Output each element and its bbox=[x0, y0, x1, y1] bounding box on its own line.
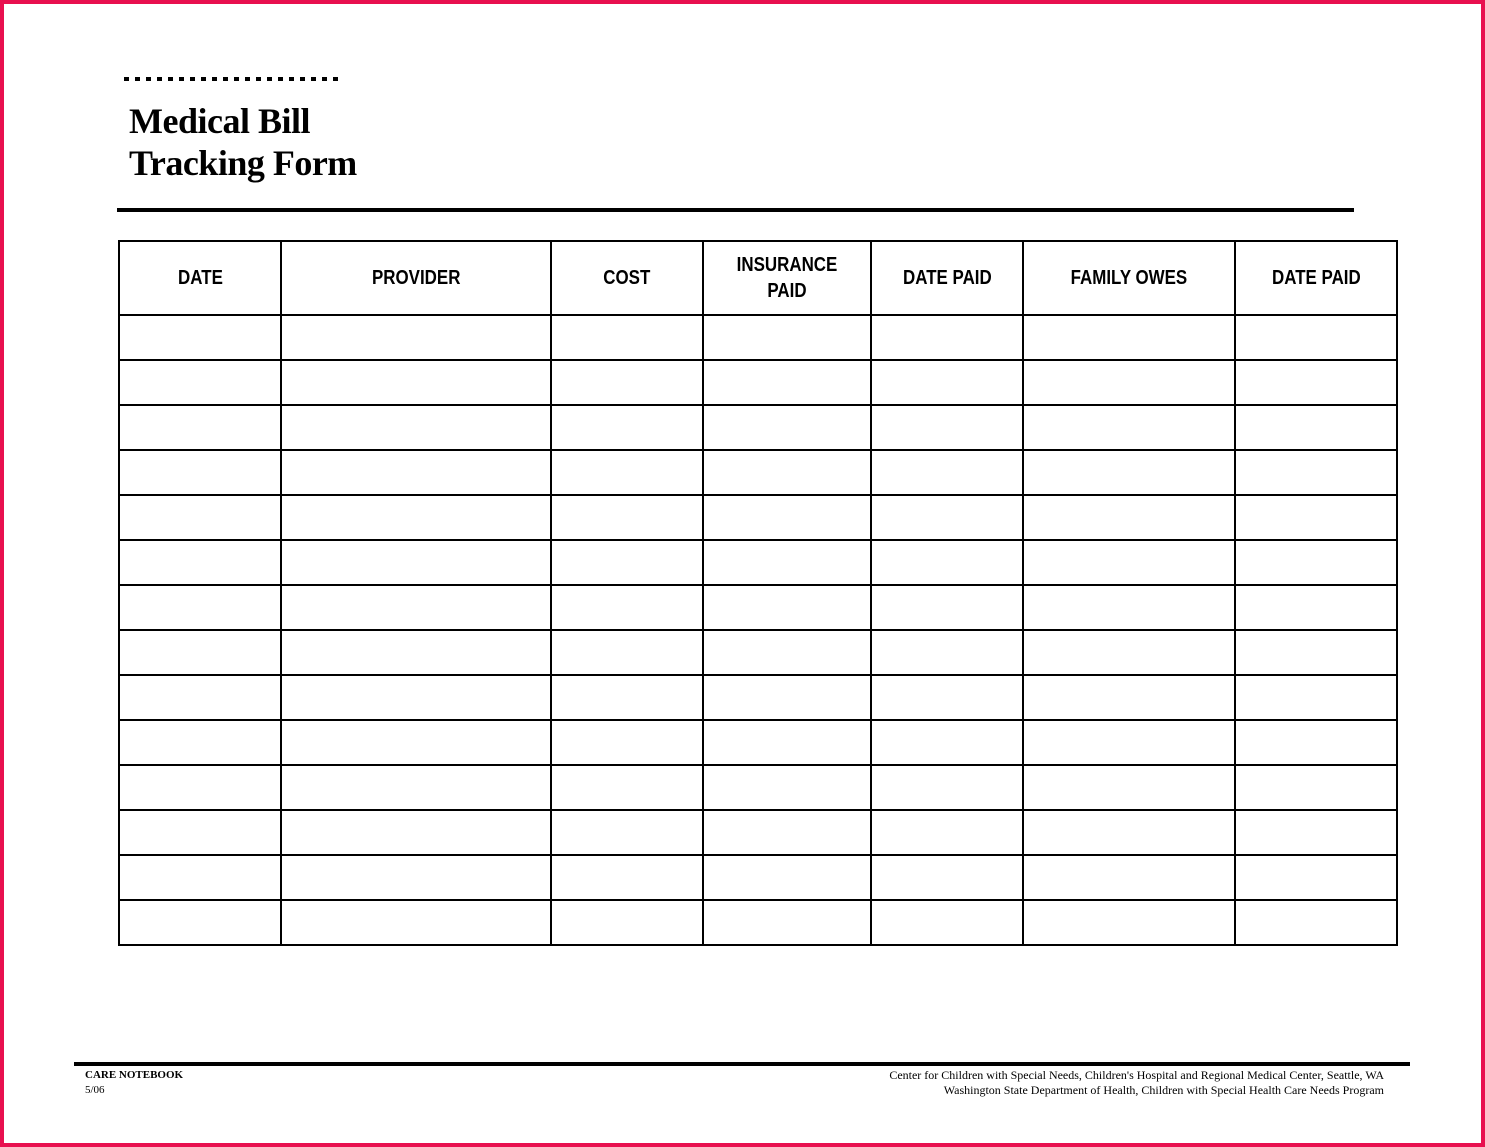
cell-date-paid-insurance[interactable] bbox=[871, 765, 1023, 810]
column-header-date-paid-insurance: DATE PAID bbox=[877, 241, 1017, 315]
cell-family-owes[interactable] bbox=[1023, 315, 1235, 360]
column-header-date: DATE bbox=[125, 241, 274, 315]
footer-credits bbox=[889, 1068, 1384, 1098]
cell-insurance-paid[interactable] bbox=[703, 540, 871, 585]
cell-cost[interactable] bbox=[551, 405, 703, 450]
cell-cost[interactable] bbox=[551, 450, 703, 495]
cell-family-owes[interactable] bbox=[1023, 855, 1235, 900]
cell-family-owes[interactable] bbox=[1023, 900, 1235, 945]
cell-date[interactable] bbox=[119, 495, 281, 540]
cell-cost[interactable] bbox=[551, 630, 703, 675]
cell-cost[interactable] bbox=[551, 540, 703, 585]
cell-family-owes[interactable] bbox=[1023, 675, 1235, 720]
cell-insurance-paid[interactable] bbox=[703, 900, 871, 945]
table-row bbox=[119, 675, 1397, 720]
cell-date-paid-insurance[interactable] bbox=[871, 585, 1023, 630]
column-header-cost: COST bbox=[557, 241, 697, 315]
cell-provider[interactable] bbox=[281, 630, 551, 675]
cell-date-paid-family[interactable] bbox=[1235, 585, 1397, 630]
cell-provider[interactable] bbox=[281, 405, 551, 450]
cell-insurance-paid[interactable] bbox=[703, 405, 871, 450]
footer-left bbox=[85, 1068, 183, 1098]
table-row bbox=[119, 540, 1397, 585]
cell-date[interactable] bbox=[119, 900, 281, 945]
cell-date-paid-insurance[interactable] bbox=[871, 405, 1023, 450]
table-row bbox=[119, 450, 1397, 495]
cell-family-owes[interactable] bbox=[1023, 495, 1235, 540]
cell-date-paid-family[interactable] bbox=[1235, 540, 1397, 585]
table-row bbox=[119, 900, 1397, 945]
cell-date[interactable] bbox=[119, 540, 281, 585]
cell-provider[interactable] bbox=[281, 585, 551, 630]
cell-date[interactable] bbox=[119, 855, 281, 900]
cell-family-owes[interactable] bbox=[1023, 405, 1235, 450]
table-row bbox=[119, 855, 1397, 900]
cell-date[interactable] bbox=[119, 405, 281, 450]
cell-provider[interactable] bbox=[281, 315, 551, 360]
cell-date[interactable] bbox=[119, 315, 281, 360]
column-header-insurance-paid: INSURANCE PAID bbox=[710, 241, 865, 315]
cell-provider[interactable] bbox=[281, 855, 551, 900]
cell-date-paid-insurance[interactable] bbox=[871, 675, 1023, 720]
footer-credit-line-1: Center for Children with Special Needs, Children's Hospital and Regional Medical Center, Seattle, WA bbox=[889, 1068, 1384, 1082]
footer-date: 5/06 bbox=[85, 1084, 105, 1096]
cell-insurance-paid[interactable] bbox=[703, 675, 871, 720]
column-header-family-owes: FAMILY OWES bbox=[1031, 241, 1226, 315]
title-line-2: Tracking Form bbox=[129, 143, 357, 183]
cell-cost[interactable] bbox=[551, 900, 703, 945]
cell-date-paid-insurance[interactable] bbox=[871, 720, 1023, 765]
cell-date-paid-family[interactable] bbox=[1235, 450, 1397, 495]
cell-cost[interactable] bbox=[551, 855, 703, 900]
cell-family-owes[interactable] bbox=[1023, 720, 1235, 765]
column-header-date-paid-family: DATE PAID bbox=[1241, 241, 1390, 315]
cell-date-paid-family[interactable] bbox=[1235, 495, 1397, 540]
footer-credit-line-2: Washington State Department of Health, Children with Special Health Care Needs Program bbox=[943, 1083, 1384, 1097]
cell-date-paid-family[interactable] bbox=[1235, 675, 1397, 720]
cell-date-paid-family[interactable] bbox=[1235, 810, 1397, 855]
cell-date-paid-family[interactable] bbox=[1235, 765, 1397, 810]
cell-family-owes[interactable] bbox=[1023, 450, 1235, 495]
cell-insurance-paid[interactable] bbox=[703, 450, 871, 495]
cell-provider[interactable] bbox=[281, 495, 551, 540]
cell-insurance-paid[interactable] bbox=[703, 315, 871, 360]
cell-insurance-paid[interactable] bbox=[703, 855, 871, 900]
cell-date[interactable] bbox=[119, 630, 281, 675]
cell-insurance-paid[interactable] bbox=[703, 720, 871, 765]
cell-provider[interactable] bbox=[281, 900, 551, 945]
title-divider bbox=[117, 208, 1354, 212]
cell-date[interactable] bbox=[119, 360, 281, 405]
cell-family-owes[interactable] bbox=[1023, 540, 1235, 585]
cell-date-paid-insurance[interactable] bbox=[871, 450, 1023, 495]
bill-tracking-table bbox=[118, 240, 1398, 946]
cell-insurance-paid[interactable] bbox=[703, 495, 871, 540]
cell-provider[interactable] bbox=[281, 450, 551, 495]
table-row bbox=[119, 810, 1397, 855]
cell-date-paid-insurance[interactable] bbox=[871, 360, 1023, 405]
cell-family-owes[interactable] bbox=[1023, 765, 1235, 810]
table-row bbox=[119, 315, 1397, 360]
cell-date-paid-family[interactable] bbox=[1235, 630, 1397, 675]
cell-insurance-paid[interactable] bbox=[703, 765, 871, 810]
cell-date-paid-family[interactable] bbox=[1235, 315, 1397, 360]
cell-provider[interactable] bbox=[281, 810, 551, 855]
table-body bbox=[119, 315, 1397, 945]
cell-cost[interactable] bbox=[551, 675, 703, 720]
cell-date-paid-family[interactable] bbox=[1235, 720, 1397, 765]
decorative-dotted-rule bbox=[124, 77, 340, 81]
cell-date-paid-insurance[interactable] bbox=[871, 315, 1023, 360]
table-row bbox=[119, 360, 1397, 405]
title-line-1: Medical Bill bbox=[129, 101, 310, 141]
cell-cost[interactable] bbox=[551, 315, 703, 360]
cell-date-paid-insurance[interactable] bbox=[871, 630, 1023, 675]
cell-date-paid-family[interactable] bbox=[1235, 855, 1397, 900]
cell-date[interactable] bbox=[119, 675, 281, 720]
table-row bbox=[119, 585, 1397, 630]
cell-date[interactable] bbox=[119, 450, 281, 495]
table-row bbox=[119, 720, 1397, 765]
cell-date-paid-family[interactable] bbox=[1235, 360, 1397, 405]
column-header-provider: PROVIDER bbox=[292, 241, 540, 315]
cell-family-owes[interactable] bbox=[1023, 810, 1235, 855]
cell-provider[interactable] bbox=[281, 360, 551, 405]
cell-provider[interactable] bbox=[281, 540, 551, 585]
cell-date-paid-insurance[interactable] bbox=[871, 540, 1023, 585]
cell-date-paid-insurance[interactable] bbox=[871, 900, 1023, 945]
cell-date[interactable] bbox=[119, 810, 281, 855]
cell-insurance-paid[interactable] bbox=[703, 585, 871, 630]
table-row bbox=[119, 405, 1397, 450]
cell-date-paid-insurance[interactable] bbox=[871, 495, 1023, 540]
cell-insurance-paid[interactable] bbox=[703, 810, 871, 855]
page-title bbox=[129, 100, 357, 184]
footer-notebook-title: CARE NOTEBOOK bbox=[85, 1069, 184, 1081]
cell-cost[interactable] bbox=[551, 360, 703, 405]
cell-date-paid-insurance[interactable] bbox=[871, 810, 1023, 855]
cell-date-paid-insurance[interactable] bbox=[871, 855, 1023, 900]
cell-provider[interactable] bbox=[281, 675, 551, 720]
cell-family-owes[interactable] bbox=[1023, 630, 1235, 675]
cell-date[interactable] bbox=[119, 720, 281, 765]
cell-date[interactable] bbox=[119, 585, 281, 630]
table-row bbox=[119, 495, 1397, 540]
cell-family-owes[interactable] bbox=[1023, 360, 1235, 405]
cell-date-paid-family[interactable] bbox=[1235, 900, 1397, 945]
cell-cost[interactable] bbox=[551, 585, 703, 630]
cell-cost[interactable] bbox=[551, 495, 703, 540]
cell-insurance-paid[interactable] bbox=[703, 360, 871, 405]
cell-family-owes[interactable] bbox=[1023, 585, 1235, 630]
footer-divider bbox=[74, 1062, 1410, 1066]
cell-cost[interactable] bbox=[551, 765, 703, 810]
table-row bbox=[119, 630, 1397, 675]
cell-cost[interactable] bbox=[551, 720, 703, 765]
cell-date-paid-family[interactable] bbox=[1235, 405, 1397, 450]
cell-insurance-paid[interactable] bbox=[703, 630, 871, 675]
table-row bbox=[119, 765, 1397, 810]
cell-date[interactable] bbox=[119, 765, 281, 810]
table-header-row bbox=[119, 241, 1397, 315]
cell-provider[interactable] bbox=[281, 765, 551, 810]
cell-cost[interactable] bbox=[551, 810, 703, 855]
cell-provider[interactable] bbox=[281, 720, 551, 765]
